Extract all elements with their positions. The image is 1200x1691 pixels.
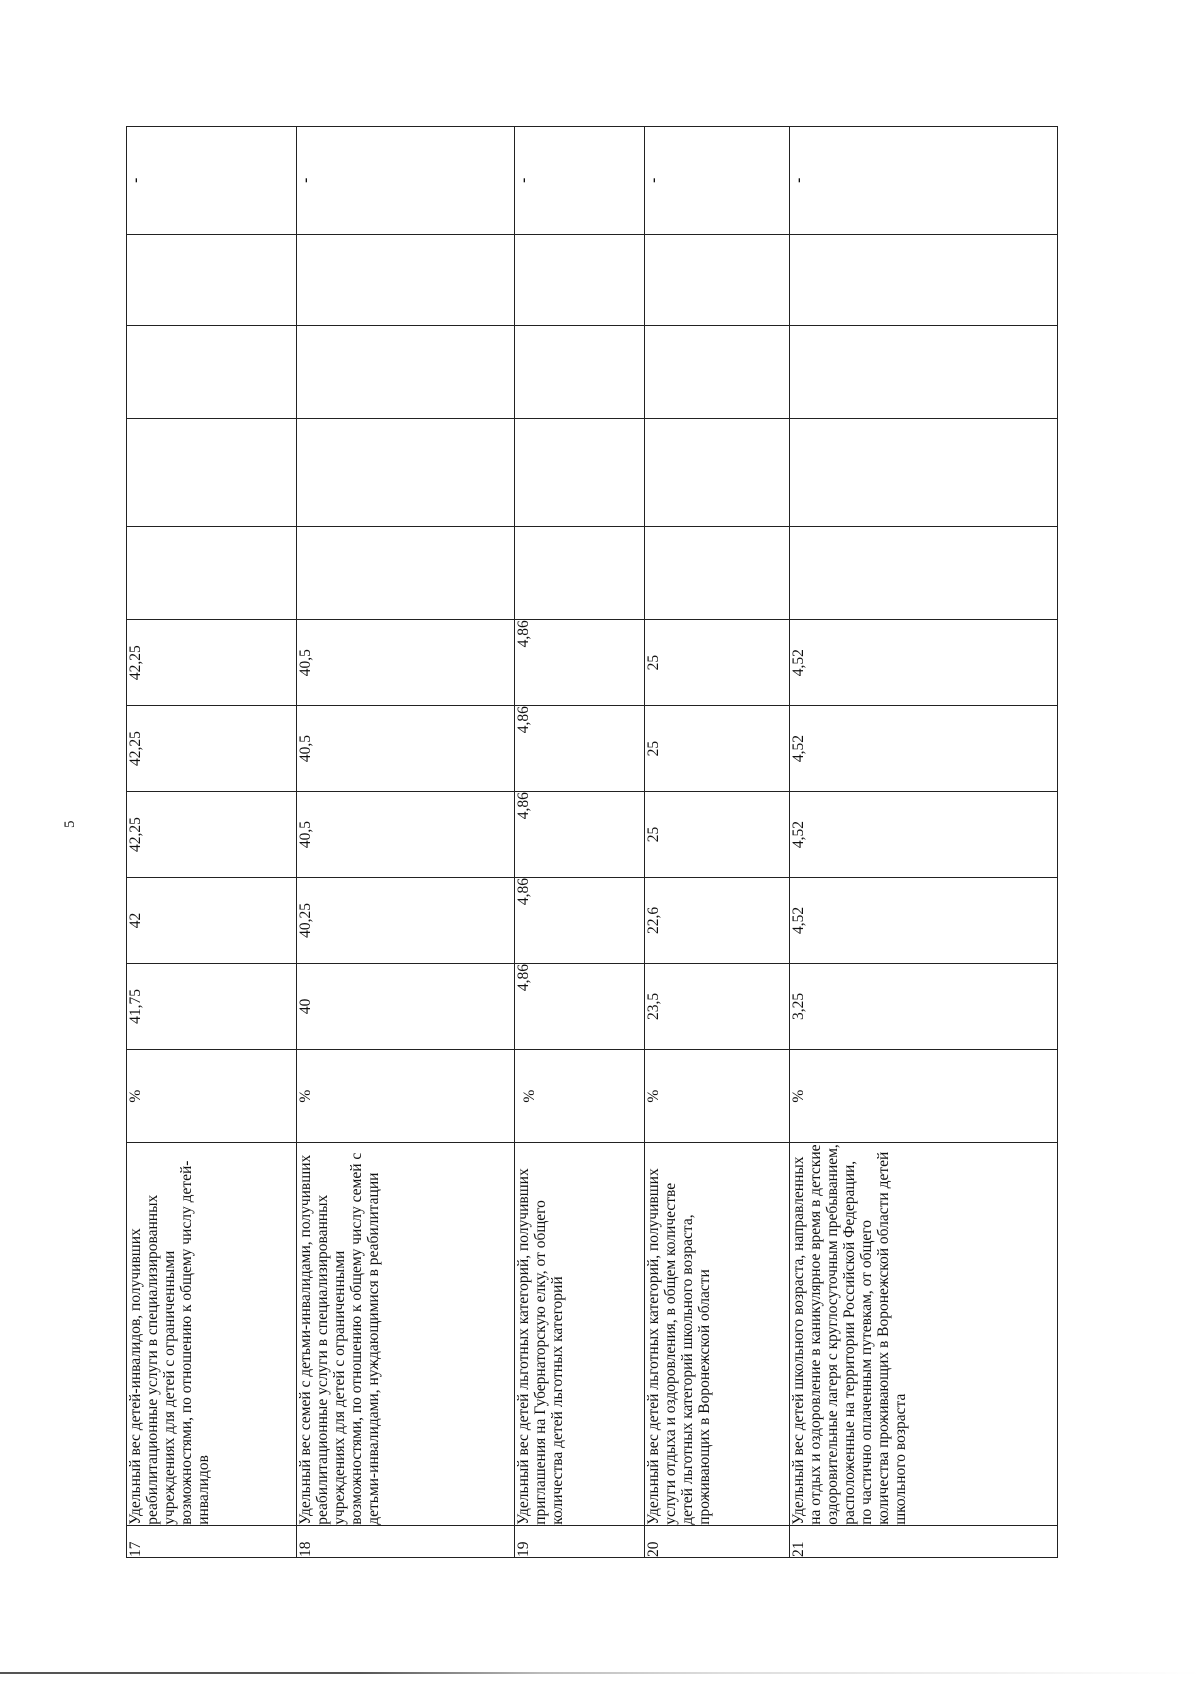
value-cell: 4,86: [514, 878, 644, 964]
value-cell: 42,25: [127, 620, 297, 706]
empty-cell: [127, 325, 297, 418]
empty-cell: [789, 234, 1057, 325]
value-cell: 22,6: [644, 878, 789, 964]
value-cell: 25: [644, 706, 789, 792]
value-cell: 25: [644, 620, 789, 706]
dash-cell: -: [296, 127, 514, 235]
value-cell: 40: [296, 963, 514, 1049]
empty-cell: [644, 325, 789, 418]
unit-cell: %: [514, 1049, 644, 1142]
indicator-name: Удельный вес семей с детьми-инвалидами, получивших реабилитационные услуги в специализированных учреждениях для детей с ограниченными возможностями, по отношению к общему числу семей с детьми-инвалидами, нуждающимися в реабилитации: [296, 1143, 514, 1525]
empty-cell: [296, 526, 514, 619]
empty-cell: [296, 234, 514, 325]
value-cell: 4,52: [789, 706, 1057, 792]
value-cell: 40,5: [296, 620, 514, 706]
empty-cell: [127, 419, 297, 526]
empty-cell: [514, 234, 644, 325]
empty-cell: [127, 234, 297, 325]
value-cell: 4,86: [514, 792, 644, 878]
dash-cell: -: [644, 127, 789, 235]
value-cell: 42: [127, 878, 297, 964]
value-cell: 4,52: [789, 878, 1057, 964]
empty-cell: [644, 526, 789, 619]
value-cell: 23,5: [644, 963, 789, 1049]
scan-edge-line: [0, 1672, 1200, 1674]
unit-cell: %: [296, 1049, 514, 1142]
value-cell: 4,52: [789, 620, 1057, 706]
empty-cell: [514, 526, 644, 619]
empty-cell: [514, 325, 644, 418]
empty-cell: [644, 419, 789, 526]
row-number: 20: [644, 1525, 789, 1557]
empty-cell: [789, 419, 1057, 526]
unit-cell: %: [127, 1049, 297, 1142]
table-row: [789, 127, 1057, 1558]
value-cell: 42,25: [127, 792, 297, 878]
value-cell: 3,25: [789, 963, 1057, 1049]
value-cell: 40,5: [296, 792, 514, 878]
empty-cell: [789, 325, 1057, 418]
row-number: 21: [789, 1525, 1057, 1557]
value-cell: 4,86: [514, 620, 644, 706]
indicator-name: Удельный вес детей льготных категорий, получивших приглашения на Губернаторскую елку, от общего количества детей льготных категорий: [514, 1143, 644, 1525]
empty-cell: [644, 234, 789, 325]
table-row: [127, 127, 297, 1558]
value-cell: 25: [644, 792, 789, 878]
empty-cell: [127, 526, 297, 619]
empty-cell: [514, 419, 644, 526]
indicator-table: [126, 126, 1058, 1558]
dash-cell: -: [789, 127, 1057, 235]
value-cell: 40,5: [296, 706, 514, 792]
value-cell: 40,25: [296, 878, 514, 964]
page-number: 5: [62, 820, 78, 828]
table-row: [514, 127, 644, 1558]
value-cell: 41,75: [127, 963, 297, 1049]
unit-cell: %: [644, 1049, 789, 1142]
dash-cell: -: [127, 127, 297, 235]
value-cell: 4,52: [789, 792, 1057, 878]
empty-cell: [789, 526, 1057, 619]
rotated-table-wrapper: [126, 126, 1058, 1558]
table-row: [644, 127, 789, 1558]
value-cell: 4,86: [514, 963, 644, 1049]
value-cell: 42,25: [127, 706, 297, 792]
table-row: [296, 127, 514, 1558]
empty-cell: [296, 419, 514, 526]
row-number: 18: [296, 1525, 514, 1557]
indicator-name: Удельный вес детей льготных категорий, получивших услуги отдыха и оздоровления, в общем количестве детей льготных категорий школьного возраста, проживающих в Воронежской области: [644, 1143, 789, 1525]
dash-cell: -: [514, 127, 644, 235]
row-number: 17: [127, 1525, 297, 1557]
indicator-name: Удельный вес детей-инвалидов, получивших реабилитационные услуги в специализированных учреждениях для детей с ограниченными возможностями, по отношению к общему числу детей-инвалидов: [127, 1143, 297, 1525]
empty-cell: [296, 325, 514, 418]
indicator-name: Удельный вес детей школьного возраста, направленных на отдых и оздоровление в каникулярное время в детские оздоровительные лагеря с круглосуточным пребыванием, расположенные на территории Российской Федерации, по частично оплаченным путевкам, от общего количества проживающих в Воронежской области детей школьного возраста: [789, 1143, 1057, 1525]
row-number: 19: [514, 1525, 644, 1557]
unit-cell: %: [789, 1049, 1057, 1142]
value-cell: 4,86: [514, 706, 644, 792]
